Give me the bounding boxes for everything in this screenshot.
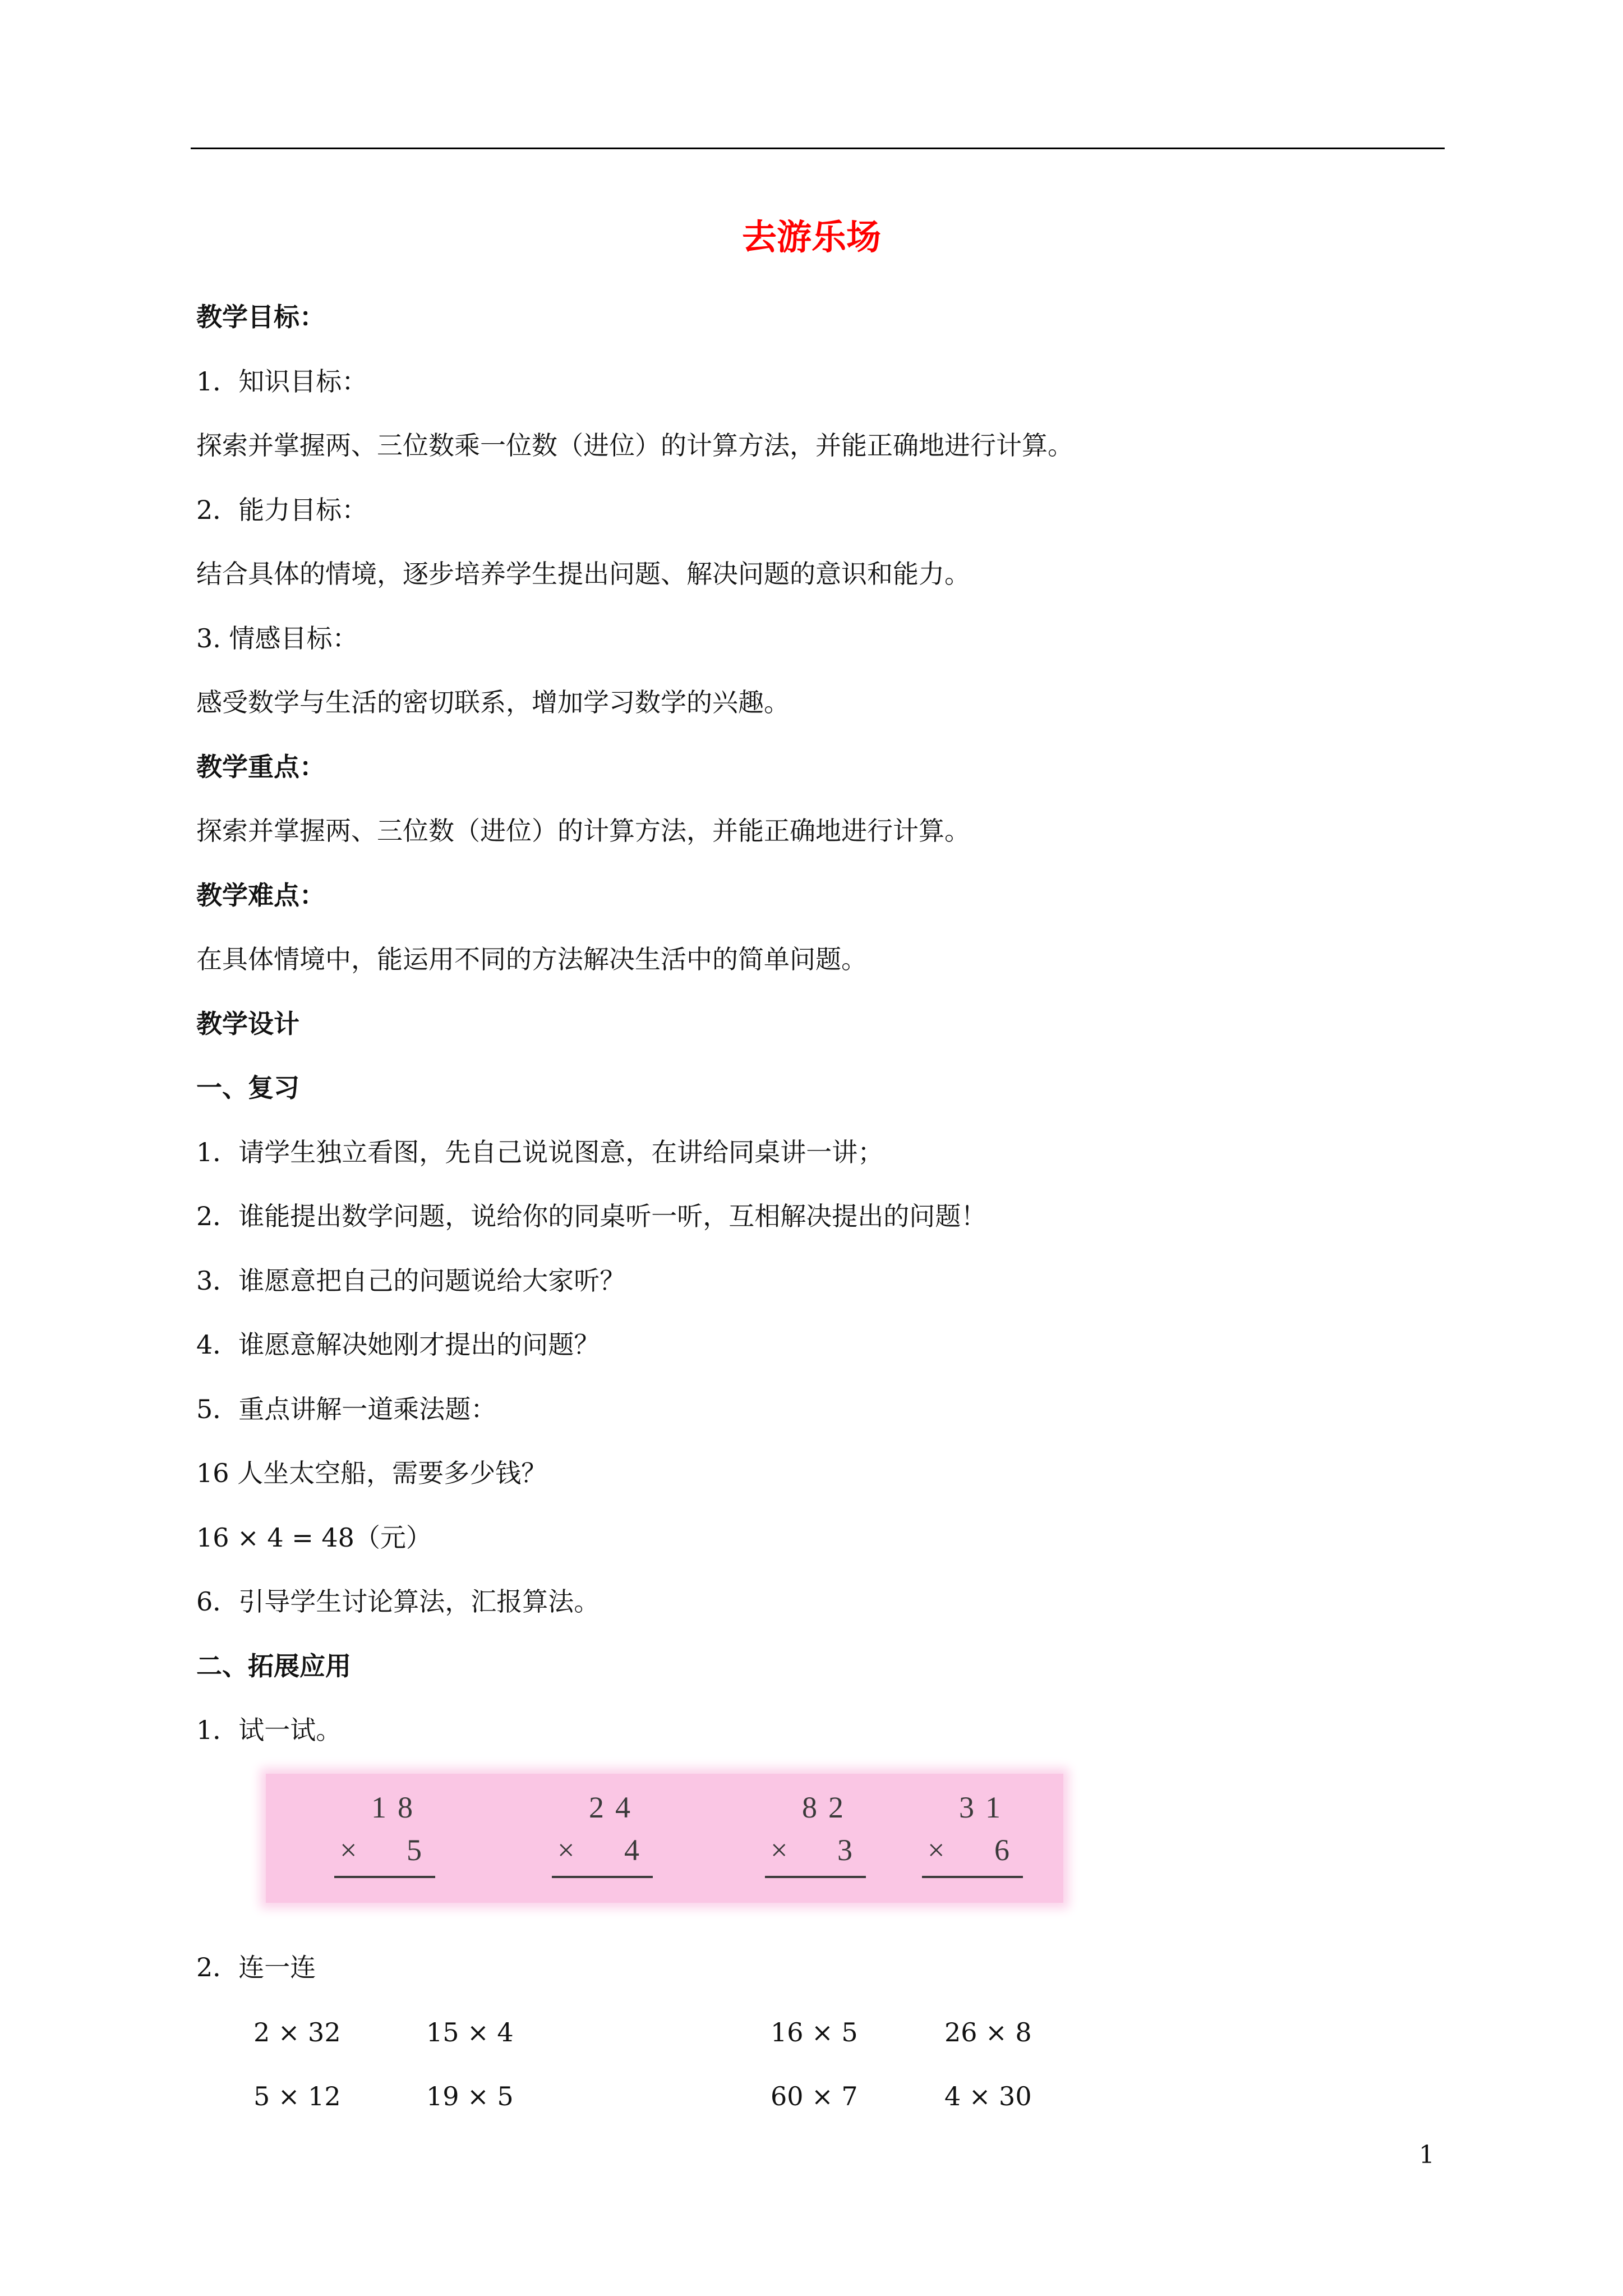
match-item: 2 × 32: [253, 2017, 341, 2047]
answer-line: [552, 1876, 653, 1878]
review-heading: 一、复习: [196, 1073, 299, 1103]
match-item: 15 × 4: [426, 2017, 514, 2047]
example-equation: 16 × 4 = 48（元）: [196, 1522, 432, 1553]
difficulties-heading: 教学难点：: [196, 880, 325, 910]
multiplicand: 24: [589, 1791, 642, 1824]
practice-problem-3: [759, 1785, 872, 1886]
match-item: 60 × 7: [771, 2081, 858, 2111]
multiplicand: 31: [959, 1791, 1012, 1824]
knowledge-goal-text: 探索并掌握两、三位数乘一位数（进位）的计算方法，并能正确地进行计算。: [196, 430, 1073, 461]
objectives-heading: 教学目标：: [196, 302, 325, 332]
match-item: 19 × 5: [426, 2081, 514, 2111]
practice-problem-1: [329, 1785, 441, 1886]
header-rule: [191, 148, 1445, 149]
emotion-goal-text: 感受数学与生活的密切联系，增加学习数学的兴趣。: [196, 687, 790, 717]
difficulties-text: 在具体情境中，能运用不同的方法解决生活中的简单问题。: [196, 944, 867, 974]
ability-goal-text: 结合具体的情境，逐步培养学生提出问题、解决问题的意识和能力。: [196, 559, 970, 589]
review-step-2: 2．谁能提出数学问题，说给你的同桌听一听，互相解决提出的问题！: [196, 1201, 987, 1231]
practice-box: [266, 1774, 1063, 1903]
key-points-heading: 教学重点：: [196, 752, 325, 782]
match-item: 26 × 8: [944, 2017, 1032, 2047]
match-item: 16 × 5: [771, 2017, 858, 2047]
multiplier: 4: [624, 1833, 639, 1867]
page-number: 1: [1419, 2141, 1435, 2169]
page-title: 去游乐场: [741, 217, 881, 257]
answer-line: [334, 1876, 435, 1878]
practice-problem-4: [916, 1785, 1029, 1886]
connect-heading: 2．连一连: [196, 1952, 316, 1982]
knowledge-goal: 1．知识目标：: [196, 366, 368, 397]
multiply-sign: ×: [557, 1833, 575, 1867]
match-item: 5 × 12: [253, 2081, 341, 2111]
review-step-5: 5．重点讲解一道乘法题：: [196, 1394, 497, 1424]
ability-goal: 2．能力目标：: [196, 495, 368, 525]
multiplier: 6: [994, 1833, 1009, 1867]
review-step-1: 1．请学生独立看图，先自己说说图意，在讲给同桌讲一讲；: [196, 1137, 884, 1167]
multiply-sign: ×: [340, 1833, 357, 1867]
practice-problem-2: [546, 1785, 658, 1886]
match-item: 4 × 30: [944, 2081, 1032, 2111]
multiplier: 3: [837, 1833, 852, 1867]
extension-heading: 二、拓展应用: [196, 1651, 351, 1681]
example-question: 16 人坐太空船，需要多少钱？: [196, 1458, 547, 1488]
emotion-goal: 3. 情感目标：: [196, 623, 358, 654]
try-it: 1．试一试。: [196, 1715, 342, 1745]
review-step-3: 3．谁愿意把自己的问题说给大家听？: [196, 1266, 626, 1296]
multiply-sign: ×: [928, 1833, 945, 1867]
key-points-text: 探索并掌握两、三位数（进位）的计算方法，并能正确地进行计算。: [196, 816, 970, 846]
multiplicand: 18: [371, 1791, 424, 1824]
review-step-4: 4．谁愿意解决她刚才提出的问题？: [196, 1329, 600, 1360]
review-step-6: 6．引导学生讨论算法，汇报算法。: [196, 1586, 600, 1617]
multiplicand: 82: [802, 1791, 855, 1824]
multiplier: 5: [407, 1833, 422, 1867]
answer-line: [922, 1876, 1023, 1878]
design-heading: 教学设计: [196, 1009, 299, 1039]
answer-line: [765, 1876, 866, 1878]
multiply-sign: ×: [771, 1833, 788, 1867]
